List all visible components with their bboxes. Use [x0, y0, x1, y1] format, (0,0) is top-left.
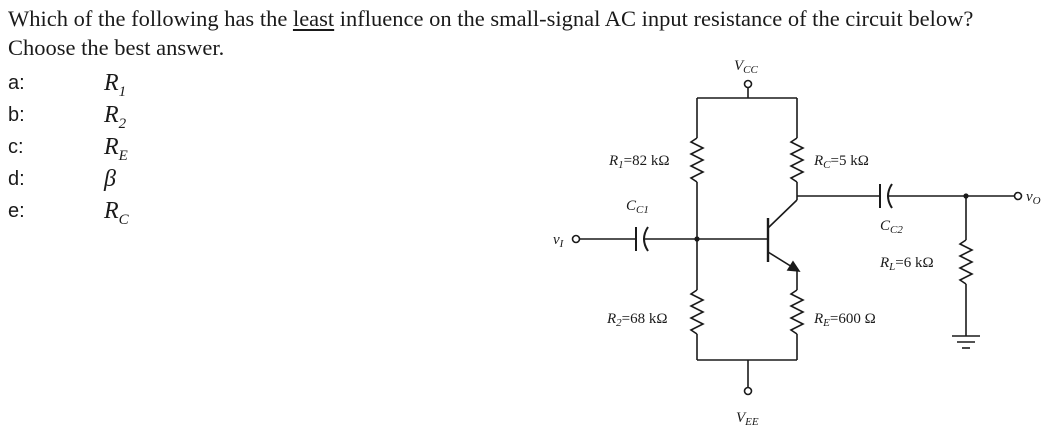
base-junction — [695, 237, 699, 241]
option-text: $R_C$ — [104, 198, 129, 228]
cc1-label: $C_{C1}$ — [626, 198, 649, 216]
vo-label: $v_O$ — [1026, 189, 1041, 207]
transistor-collector — [768, 200, 797, 228]
vo-terminal — [1015, 193, 1022, 200]
vee-label: $V_{EE}$ — [736, 410, 759, 428]
re-label: $R_E=600$ Ω — [814, 311, 876, 329]
vcc-label: $V_{CC}$ — [734, 58, 758, 76]
option-letter: d: — [8, 168, 25, 190]
rc-resistor — [791, 138, 803, 182]
r2-resistor — [691, 290, 703, 334]
option-text: $R_1$ — [104, 70, 127, 100]
r1-resistor — [691, 138, 703, 182]
vee-terminal — [745, 388, 752, 395]
question-emphasis: least — [292, 6, 335, 31]
rc-label: $R_C=5$ kΩ — [814, 153, 869, 171]
option-text: β — [104, 166, 116, 192]
vi-label: $v_I$ — [553, 232, 564, 250]
option-text: $R_E$ — [104, 134, 128, 164]
vcc-terminal — [745, 81, 752, 88]
r2-label: $R_2=68$ kΩ — [607, 311, 668, 329]
vi-terminal — [573, 236, 580, 243]
option-text: $R_2$ — [104, 102, 127, 132]
cc2-label: $C_{C2}$ — [880, 218, 903, 236]
option-letter: a: — [8, 72, 25, 94]
option-letter: c: — [8, 136, 24, 158]
option-letter: e: — [8, 200, 25, 222]
question-part1: Which of the following has the — [8, 6, 293, 31]
rl-resistor — [960, 240, 972, 284]
re-resistor — [791, 290, 803, 334]
rl-label: $R_L=6$ kΩ — [880, 255, 934, 273]
r1-label: $R_1=82$ kΩ — [609, 153, 670, 171]
option-letter: b: — [8, 104, 25, 126]
emitter-arrow-icon — [788, 262, 799, 271]
question-part2: influence on the small-signal AC input resistance of the circuit below? Choose the best answer. — [8, 6, 974, 60]
